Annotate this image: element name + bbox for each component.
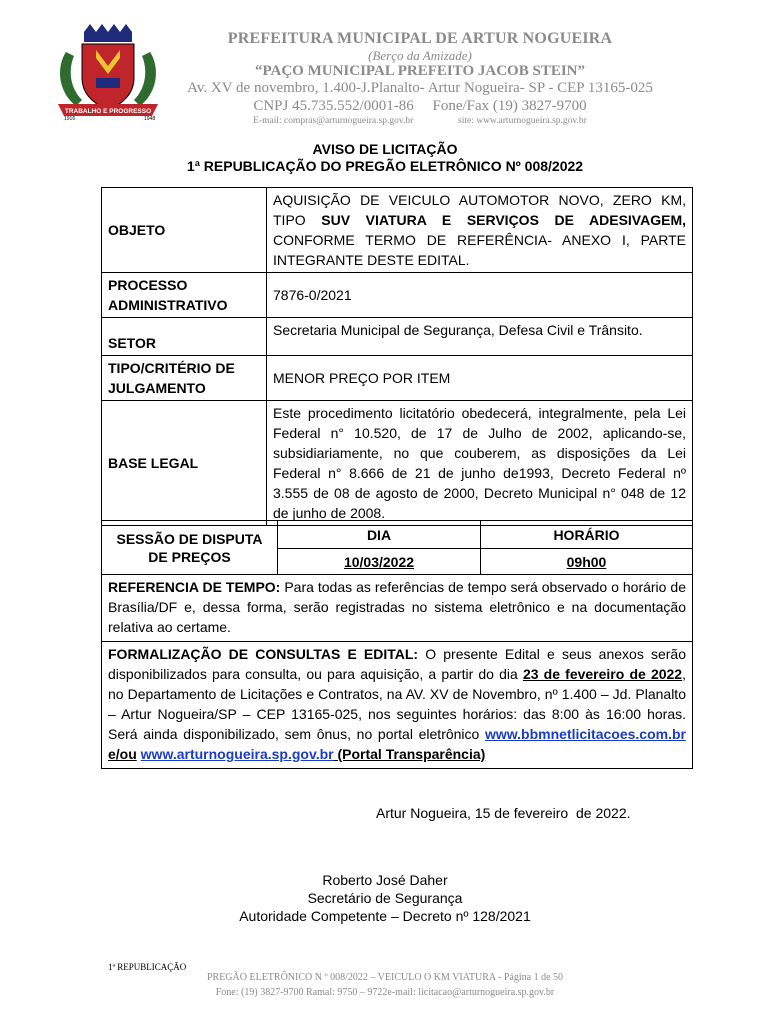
base-legal-label: BASE LEGAL	[102, 401, 267, 526]
processo-value: 7876-0/2021	[267, 273, 693, 318]
session-table	[101, 520, 693, 769]
base-legal-value: Este procedimento licitatório obedecerá, integralmente, pela Lei Federal n° 10.520, de 17 de Julho de 2002, aplicando-se, subsidiariamente, no que couberem, as disposições da Lei Federal n° 8.666 de 21 de junho de1993, Decreto Federal nº 3.555 de 08 de agosto de 2000, Decreto Municipal n° 048 de 12 de junho de 2008.	[267, 401, 693, 526]
and-or-text: e/ou	[108, 746, 137, 762]
objeto-label: OBJETO	[102, 188, 267, 273]
consultation-text-2: , no Departamento de Licitações e Contratos, na AV. XV de Novembro, nº 1.400 – Jd. Planalto – Artur Nogueira/SP – CEP 13165-025, nos seguintes horários: das 8:00 às 16:00 horas. Será ainda disponibilizado, sem ônus, no portal eletrônico	[108, 666, 686, 742]
table-row	[102, 356, 693, 401]
time-reference-text: Para todas as referências de tempo será observado o horário de Brasília/DF e, dessa forma, serão registradas no sistema eletrônico e na documentação relativa ao certame.	[108, 579, 687, 635]
crest-year-right: 1948	[144, 116, 156, 122]
time-reference	[102, 575, 693, 642]
table-row	[102, 642, 693, 769]
crest-banner-text: TRABALHO E PROGRESSO	[64, 108, 152, 115]
notice-title: AVISO DE LICITAÇÃO	[312, 141, 458, 157]
objeto-value	[267, 188, 693, 273]
letterhead	[0, 0, 770, 135]
place-date: Artur Nogueira, 15 de fevereiro de 2022.	[376, 805, 631, 821]
objeto-bold-text: SUV VIATURA E SERVIÇOS DE ADESIVAGEM,	[321, 212, 686, 228]
consultation-text: O presente Edital e seus anexos serão disponibilizados para consulta, ou para aquisição, a partir do dia	[108, 646, 686, 682]
dia-header: DIA	[278, 521, 481, 549]
setor-label: SETOR	[102, 318, 267, 356]
crest-year-left: 1916	[64, 116, 76, 122]
consultation-label: FORMALIZAÇÃO DE CONSULTAS E EDITAL:	[108, 646, 419, 662]
consultation-date: 23 de fevereiro de 2022	[522, 666, 683, 682]
header-site: site: www.arturnogueira.sp.gov.br	[458, 116, 587, 126]
table-row	[102, 318, 693, 356]
footer-line-1: PREGÃO ELETRÔNICO N º 008/2022 – VEICULO O KM VIATURA - Página 1 de 50	[206, 972, 564, 983]
portal-transparencia-text: (Portal Transparência)	[333, 746, 486, 762]
objeto-text: AQUISIÇÃO DE VEICULO AUTOMOTOR NOVO, ZERO KM, TIPO	[273, 192, 686, 228]
session-label: SESSÃO DE DISPUTA DE PREÇOS	[102, 521, 278, 575]
notice-subtitle: 1ª REPUBLICAÇÃO DO PREGÃO ELETRÔNICO Nº 008/2022	[186, 158, 584, 174]
header-email: E-mail: compras@arturnogueira.sp.gov.br	[253, 116, 414, 126]
signer-role: Secretário de Segurança	[307, 890, 463, 906]
tipo-value: MENOR PREÇO POR ITEM	[267, 356, 693, 401]
session-time: 09h00	[481, 549, 693, 575]
table-row	[102, 575, 693, 642]
header-address: Av. XV de novembro, 1.400-J.Planalto- Artur Nogueira- SP - CEP 13165-025	[187, 80, 653, 96]
municipal-crest-icon	[52, 22, 164, 122]
table-row	[102, 273, 693, 318]
bbmnet-link[interactable]: www.bbmnetlicitacoes.com.br	[485, 726, 686, 742]
objeto-text-end: CONFORME TERMO DE REFERÊNCIA- ANEXO I, PARTE INTEGRANTE DESTE EDITAL.	[273, 232, 686, 268]
footer-republication-label: 1ª REPUBLICAÇÃO	[108, 962, 187, 972]
header-building: “PAÇO MUNICIPAL PREFEITO JACOB STEIN”	[254, 63, 586, 79]
tipo-label: TIPO/CRITÉRIO DE JULGAMENTO	[102, 356, 267, 401]
header-org: PREFEITURA MUNICIPAL DE ARTUR NOGUEIRA	[227, 30, 613, 47]
processo-label: PROCESSO ADMINISTRATIVO	[102, 273, 267, 318]
header-cnpj: CNPJ 45.735.552/0001-86 Fone/Fax (19) 3827-9700	[253, 98, 587, 114]
header-motto: (Berço da Amizade)	[368, 48, 472, 63]
setor-value: Secretaria Municipal de Segurança, Defesa Civil e Trânsito.	[267, 318, 693, 356]
horario-header: HORÁRIO	[481, 521, 693, 549]
municipal-site-link[interactable]: www.arturnogueira.sp.gov.br	[140, 746, 334, 762]
table-row	[102, 521, 693, 549]
table-row	[102, 188, 693, 273]
signer-name: Roberto José Daher	[322, 872, 448, 888]
header-contacts	[165, 116, 675, 126]
bid-details-table	[101, 187, 693, 526]
time-reference-label: REFERENCIA DE TEMPO:	[108, 579, 281, 595]
session-date: 10/03/2022	[278, 549, 481, 575]
table-row	[102, 401, 693, 526]
footer-line-2: Fone: (19) 3827-9700 Ramal: 9750 – 9722e-mail: licitacao@arturnogueira.sp.gov.br	[215, 987, 555, 998]
signer-authority: Autoridade Competente – Decreto nº 128/2021	[239, 908, 531, 924]
consultation-notice	[102, 642, 693, 769]
